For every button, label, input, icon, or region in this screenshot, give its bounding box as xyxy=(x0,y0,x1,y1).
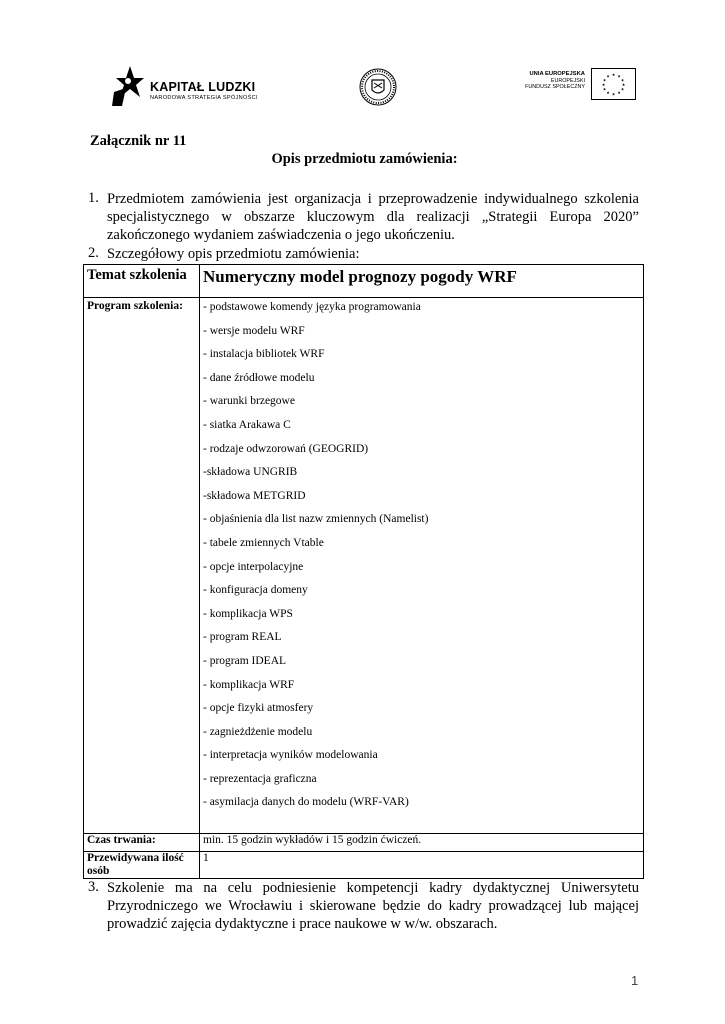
svg-text:★: ★ xyxy=(602,77,607,83)
svg-text:★: ★ xyxy=(602,86,607,92)
document-title-text: Opis przedmiotu zamówienia: xyxy=(271,151,458,167)
svg-text:★: ★ xyxy=(620,77,625,83)
svg-text:★: ★ xyxy=(606,90,610,95)
persons-label: Przewidywana ilość osób xyxy=(84,852,200,879)
program-item: -składowa METGRID xyxy=(203,489,306,502)
topic-label: Temat szkolenia xyxy=(84,265,200,298)
program-item: - komplikacja WRF xyxy=(203,678,295,691)
eu-logo-text xyxy=(500,71,585,91)
program-item: - komplikacja WPS xyxy=(203,607,293,620)
table-row-duration xyxy=(84,834,644,852)
program-item: - tabele zmiennych Vtable xyxy=(203,536,324,549)
program-item: - warunki brzegowe xyxy=(203,395,295,408)
svg-text:★: ★ xyxy=(621,82,626,87)
program-item: - wersje modelu WRF xyxy=(203,324,305,337)
point-text-1: Przedmiotem zamówienia jest organizacja i przeprowadzenie indywidualnego szkolenia specjalistycznego w obszarze kluczowym dla realizacji „Strategii Europa 2020” zakończonego wydaniem zaświadczenia o jego ukończeniu. xyxy=(107,191,639,243)
svg-text:★: ★ xyxy=(601,82,606,87)
point-number-1: 1. xyxy=(88,190,99,206)
program-item: - instalacja bibliotek WRF xyxy=(203,348,325,361)
program-items-list xyxy=(200,298,644,834)
program-item: - konfiguracja domeny xyxy=(203,584,308,597)
point-text-3: Szkolenie ma na celu podniesienie kompetencji kadry dydaktycznej Uniwersytetu Przyrodniczego we Wrocławiu i skierowane będzie do kadry prowadzącej lub mającej prowadzić zajęcia dydaktyczne i prace naukowe w w/w. obszarach. xyxy=(107,880,639,932)
duration-label: Czas trwania: xyxy=(84,834,200,852)
program-item: - asymilacja danych do modelu (WRF-VAR) xyxy=(203,796,409,809)
point-number-2: 2. xyxy=(88,245,99,261)
point-number-3: 3. xyxy=(88,879,99,895)
svg-text:★: ★ xyxy=(617,90,621,95)
program-item: - program REAL xyxy=(203,631,282,644)
persons-value: 1 xyxy=(200,852,644,879)
program-item: - objaśnienia dla list nazw zmiennych (Namelist) xyxy=(203,513,429,526)
kapital-ludzki-title: KAPITAŁ LUDZKI xyxy=(150,80,256,94)
eu-logo-line3: FUNDUSZ SPOŁECZNY xyxy=(525,84,585,91)
svg-text:★: ★ xyxy=(620,86,625,92)
table-row-persons xyxy=(84,852,644,879)
program-item: - zagnieżdżenie modelu xyxy=(203,725,313,738)
topic-value: Numeryczny model prognozy pogody WRF xyxy=(200,265,644,298)
eu-logo-line2: EUROPEJSKI xyxy=(550,77,585,84)
university-seal-logo xyxy=(359,68,397,106)
program-item: - reprezentacja graficzna xyxy=(203,772,317,785)
page-number: 1 xyxy=(631,973,639,988)
svg-text:★: ★ xyxy=(611,91,616,97)
eu-flag-icon xyxy=(591,68,636,100)
program-item: - interpretacja wyników modelowania xyxy=(203,749,378,762)
duration-value: min. 15 godzin wykładów i 15 godzin ćwiczeń. xyxy=(200,834,644,852)
svg-text:★: ★ xyxy=(606,73,610,79)
kapital-ludzki-subtitle: NARODOWA STRATEGIA SPÓJNOŚCI xyxy=(150,95,258,101)
program-item: - opcje fizyki atmosfery xyxy=(203,702,314,715)
document-title xyxy=(0,151,725,168)
program-item: - dane źródłowe modelu xyxy=(203,371,315,384)
program-item: - rodzaje odwzorowań (GEOGRID) xyxy=(203,442,369,455)
kapital-ludzki-star-logo xyxy=(112,66,144,106)
training-spec-table xyxy=(83,264,644,879)
table-row-program xyxy=(84,298,644,834)
program-item: - program IDEAL xyxy=(203,654,287,667)
point-text-2: Szczegółowy opis przedmiotu zamówienia: xyxy=(107,246,360,262)
svg-text:★: ★ xyxy=(617,73,621,79)
program-label: Program szkolenia: xyxy=(84,298,200,834)
program-item: - opcje interpolacyjne xyxy=(203,560,304,573)
table-row-topic xyxy=(84,265,644,298)
eu-logo-line1: UNIA EUROPEJSKA xyxy=(529,71,585,77)
program-item: - podstawowe komendy języka programowania xyxy=(203,301,421,313)
svg-text:★: ★ xyxy=(611,72,616,77)
program-item: - siatka Arakawa C xyxy=(203,418,291,431)
program-item: -składowa UNGRIB xyxy=(203,466,298,479)
annex-label: Załącznik nr 11 xyxy=(90,133,187,149)
